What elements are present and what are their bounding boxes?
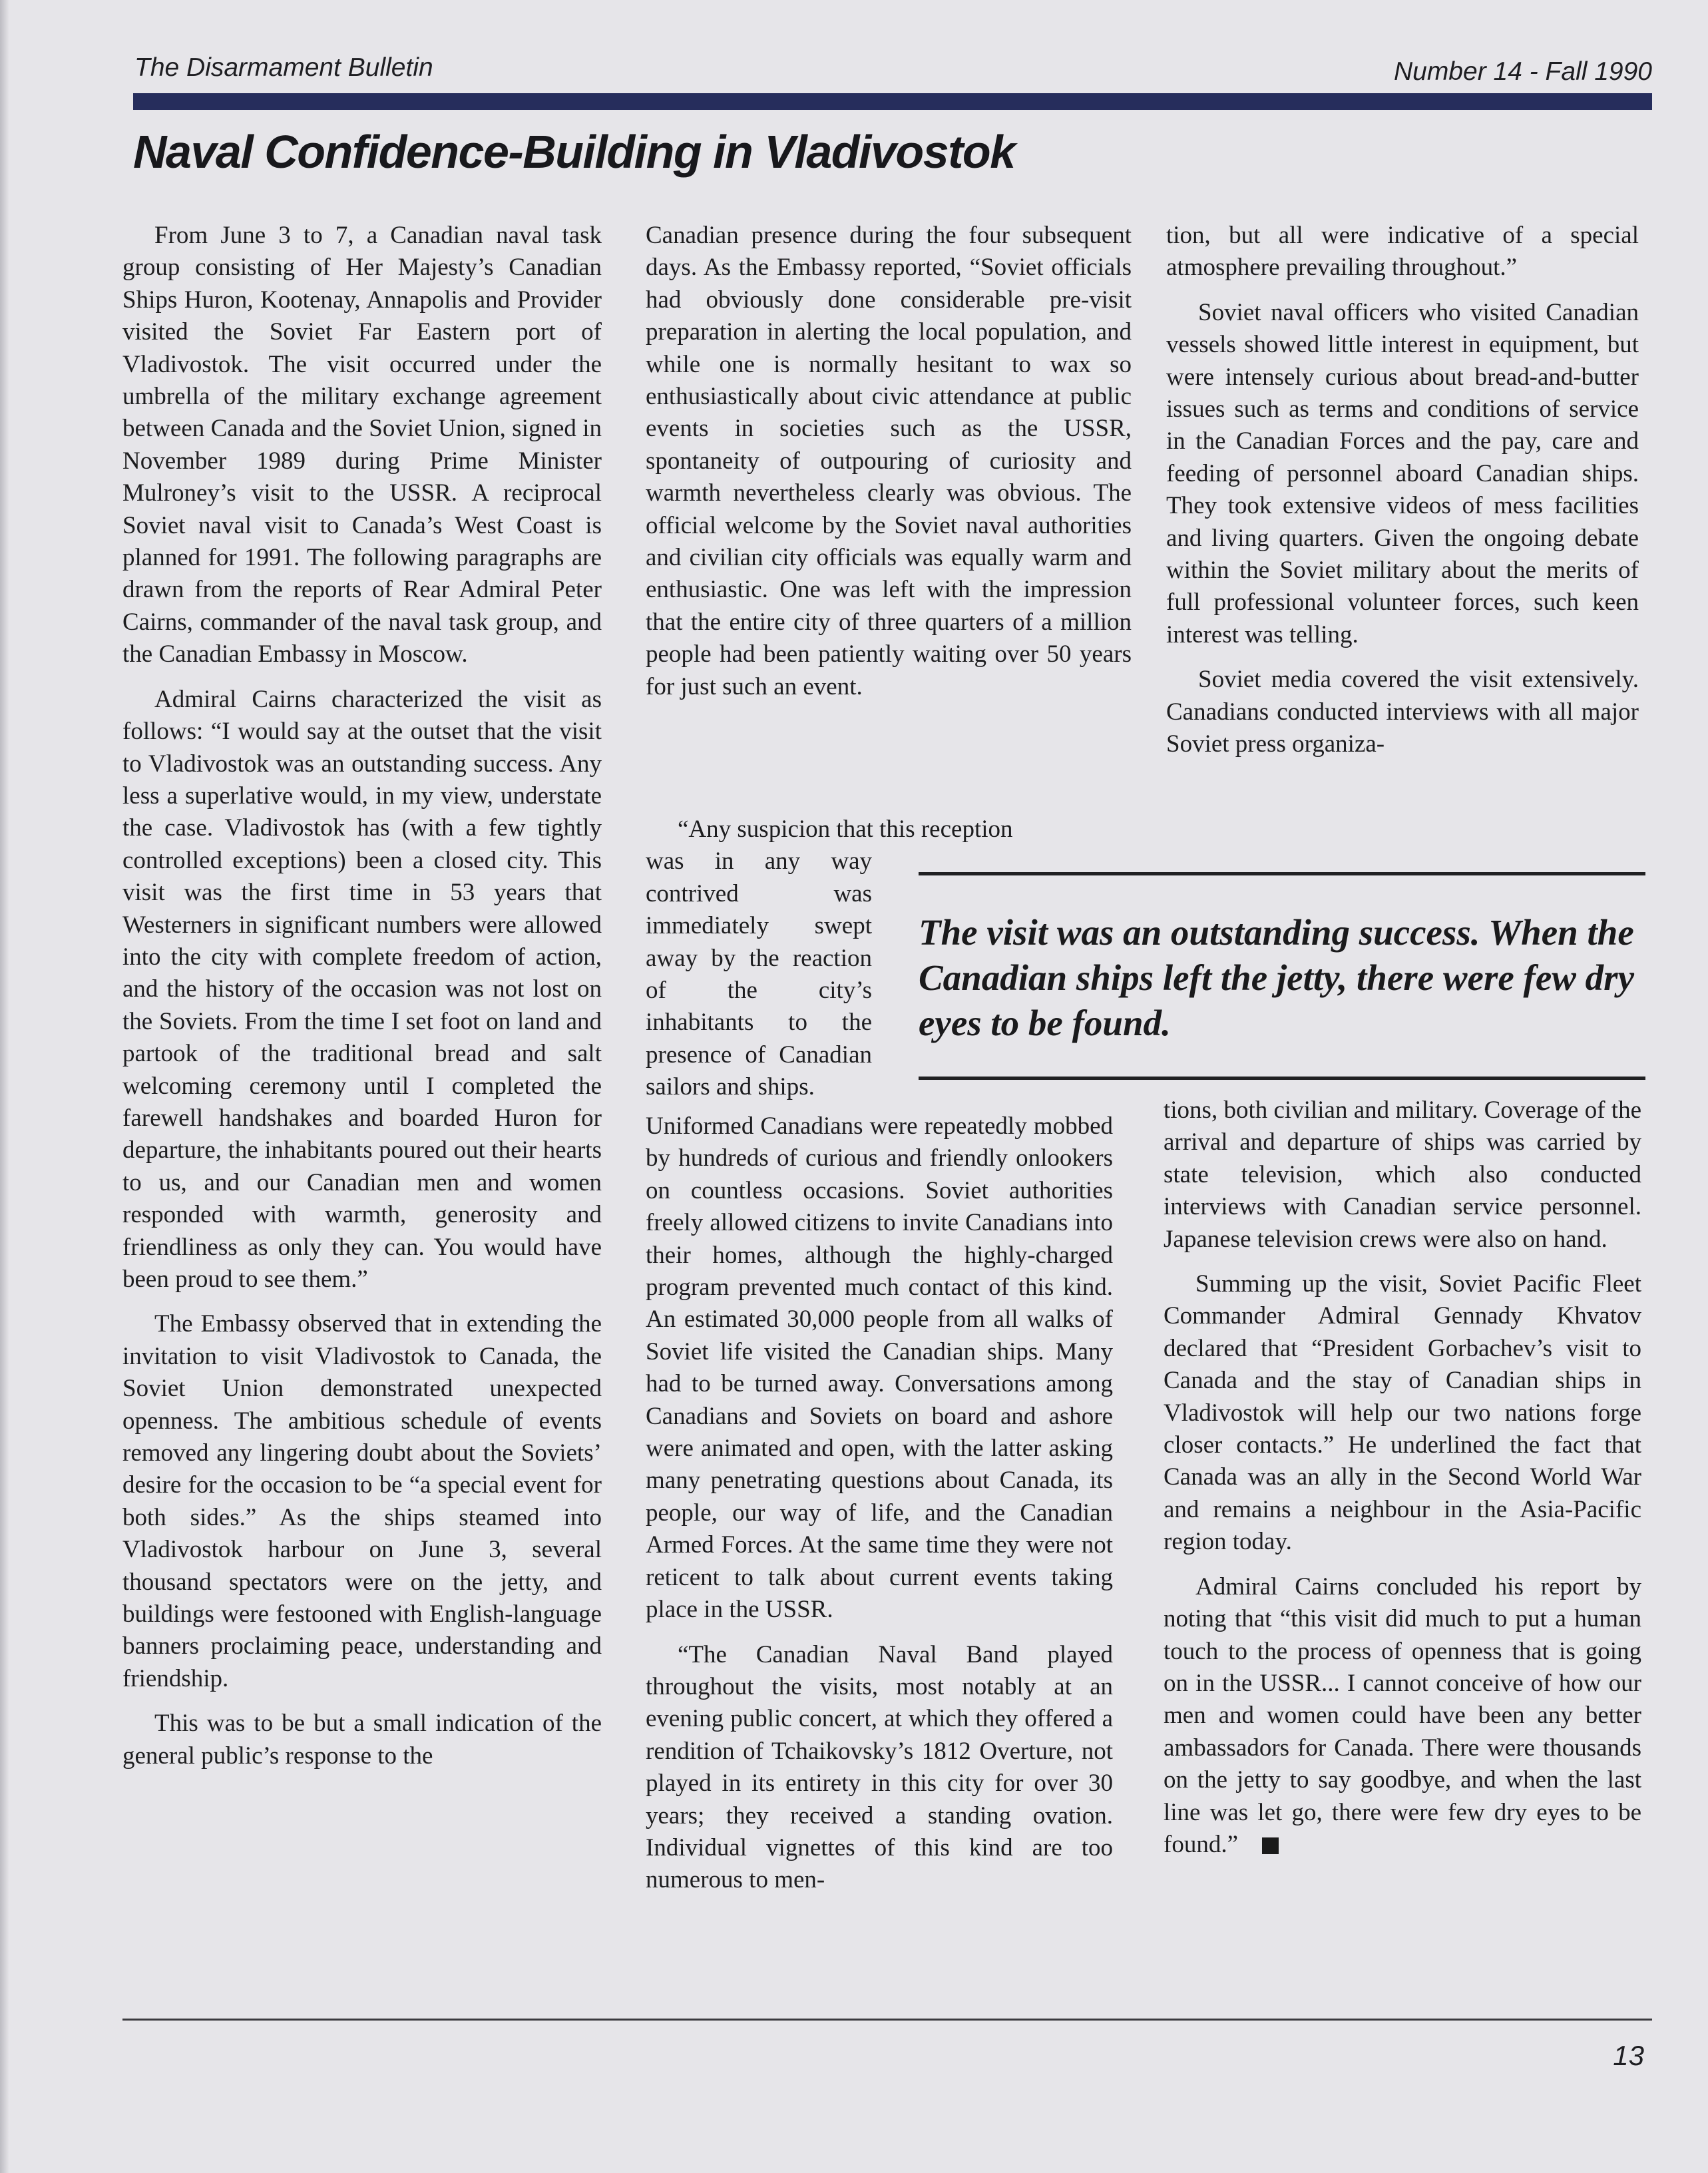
footer-rule	[122, 2019, 1652, 2021]
paragraph: Soviet media covered the visit extensively. Canadians conducted interviews with all major Soviet press organiza-	[1166, 666, 1639, 758]
paragraph: This was to be but a small indication of the general public’s response to the	[122, 1710, 602, 1770]
paragraph: From June 3 to 7, a Canadian naval task group consisting of Her Majesty’s Canadian Ships Huron, Kootenay, Annapolis and Provider visited the Soviet Far Eastern port of Vladivostok. The visit occurred under the umbrella of the military exchange agreement between Canada and the Soviet Union, signed in November 1989 during Prime Minister Mulroney’s visit to the USSR. A reciprocal Soviet naval visit to Canada’s West Coast is planned for 1991. The following paragraphs are drawn from the reports of Rear Admiral Peter Cairns, commander of the naval task group, and the Canadian Embassy in Moscow.	[122, 222, 602, 668]
article-title: Naval Confidence-Building in Vladivostok	[133, 126, 1015, 178]
column-3-bottom	[1164, 1094, 1641, 1873]
paragraph: tion, but all were indicative of a special atmosphere prevailing throughout.”	[1166, 222, 1639, 282]
paragraph: Admiral Cairns characterized the visit as follows: “I would say at the outset that the visit to Vladivostok was an outstanding success. Any less a superlative would, in my view, understate the case. Vladivostok has (with a few tightly controlled exceptions) been a closed city. This visit was the first time in 53 years that Westerners in significant numbers were allowed into the city with complete freedom of action, and the history of the occasion was not lost on the Soviets. From the time I set foot on land and partook of the traditional bread and salt welcoming ceremony until I completed the farewell handshakes and boarded Huron for departure, the inhabitants poured out their hearts to us, and our Canadian men and women responded with warmth, generosity and friendliness as only they can. You would have been proud to see them.”	[122, 685, 602, 1293]
paragraph-line: “Any suspicion that this reception	[678, 816, 1013, 843]
page-number: 13	[1613, 2040, 1644, 2071]
paragraph: Soviet naval officers who visited Canadian vessels showed little interest in equipment, but were intensely curious about bread-and-butter issues such as terms and conditions of service in the Canadian Forces and the pay, care and feeding of personnel aboard Canadian ships. They took extensive videos of mess facilities and living quarters. Given the ongoing debate within the Soviet military about the merits of full professional volunteer forces, such keen interest was telling.	[1166, 298, 1639, 648]
running-header	[133, 51, 1652, 91]
paragraph: tions, both civilian and military. Coverage of the arrival and departure of ships was carried by state television, which also conducted interviews with Canadian service personnel. Japanese television crews were also on hand.	[1164, 1096, 1641, 1253]
paragraph: Summing up the visit, Soviet Pacific Fleet Commander Admiral Gennady Khvatov declared that “President Gorbachev’s visit to Canada and the stay of Canadian ships in Vladivostok will help our two nations forge closer contacts.” He underlined the fact that Canada was an ally in the Second World War and remains a neighbour in the Asia-Pacific region today.	[1164, 1270, 1641, 1556]
column-2-bottom	[646, 1110, 1113, 1909]
column-1	[122, 220, 602, 1785]
pull-quote	[919, 872, 1645, 1080]
issue-label: Number 14 - Fall 1990	[1393, 57, 1652, 86]
paragraph: Canadian presence during the four subsequent days. As the Embassy reported, “Soviet officials had obviously done considerable pre-visit preparation in alerting the local population, and while one is normally hesitant to wax so enthusiastically about civic attendance at public events in societies such as the USSR, spontaneity of outpouring of curiosity and warmth nevertheless clearly was obvious. The official welcome by the Soviet naval authorities and civilian city officials was equally warm and enthusiastic. One was left with the impression that the entire city of three quarters of a million people had been patiently waiting over 50 years for just such an event.	[646, 222, 1132, 700]
pull-quote-text: The visit was an outstanding success. When the Canadian ships left the jetty, there were few dry eyes to be found.	[919, 912, 1634, 1043]
column-2-top	[646, 220, 1132, 716]
paragraph-wrapped-text: was in any way contrived was immediately swept away by the reaction of the city’s inhabitants to the presence of Canadian sailors and ships.	[646, 847, 872, 1101]
page-edge-shadow	[0, 0, 9, 2173]
publication-name: The Disarmament Bulletin	[134, 53, 433, 82]
paragraph: Uniformed Canadians were repeatedly mobbed by hundreds of curious and friendly onlookers on countless occasions. Soviet authorities freely allowed citizens to invite Canadians into their homes, although the highly-charged program prevented much contact of this kind. An estimated 30,000 people from all walks of Soviet life visited the Canadian ships. Many had to be turned away. Conversations among Canadians and Soviets on board and ashore were animated and open, with the latter asking many penetrating questions about Canada, its people, our way of life, and the Canadian Armed Forces. At the same time they were not reticent to talk about current events taking place in the USSR.	[646, 1112, 1113, 1624]
paragraph: The Embassy observed that in extending the invitation to visit Vladivostok to Canada, the Soviet Union demonstrated unexpected openness. The ambitious schedule of events removed any lingering doubt about the Soviets’ desire for the occasion to be “a special event for both sides.” As the ships steamed into Vladivostok harbour on June 3, several thousand spectators were on the jetty, and buildings were festooned with English-language banners proclaiming peace, understanding and friendship.	[122, 1310, 602, 1692]
paragraph-text: Admiral Cairns concluded his report by noting that “this visit did much to put a human touch to the process of openness that is going on in the USSR... I cannot conceive of how our men and women could have been any better ambassadors for Canada. There were thousands on the jetty to say goodbye, and when the last line was let go, there were few dry eyes to be found.”	[1164, 1572, 1641, 1858]
paragraph: “The Canadian Naval Band played throughout the visits, most notably at an evening public concert, at which they offered a rendition of Tchaikovsky’s 1812 Overture, not played in its entirety in this city for over 30 years; they received a standing ovation. Individual vignettes of this kind are too numerous to men-	[646, 1640, 1113, 1894]
end-of-article-mark	[1262, 1837, 1279, 1854]
paragraph	[1164, 1571, 1641, 1861]
column-3-top	[1166, 220, 1639, 774]
header-rule	[133, 93, 1652, 110]
